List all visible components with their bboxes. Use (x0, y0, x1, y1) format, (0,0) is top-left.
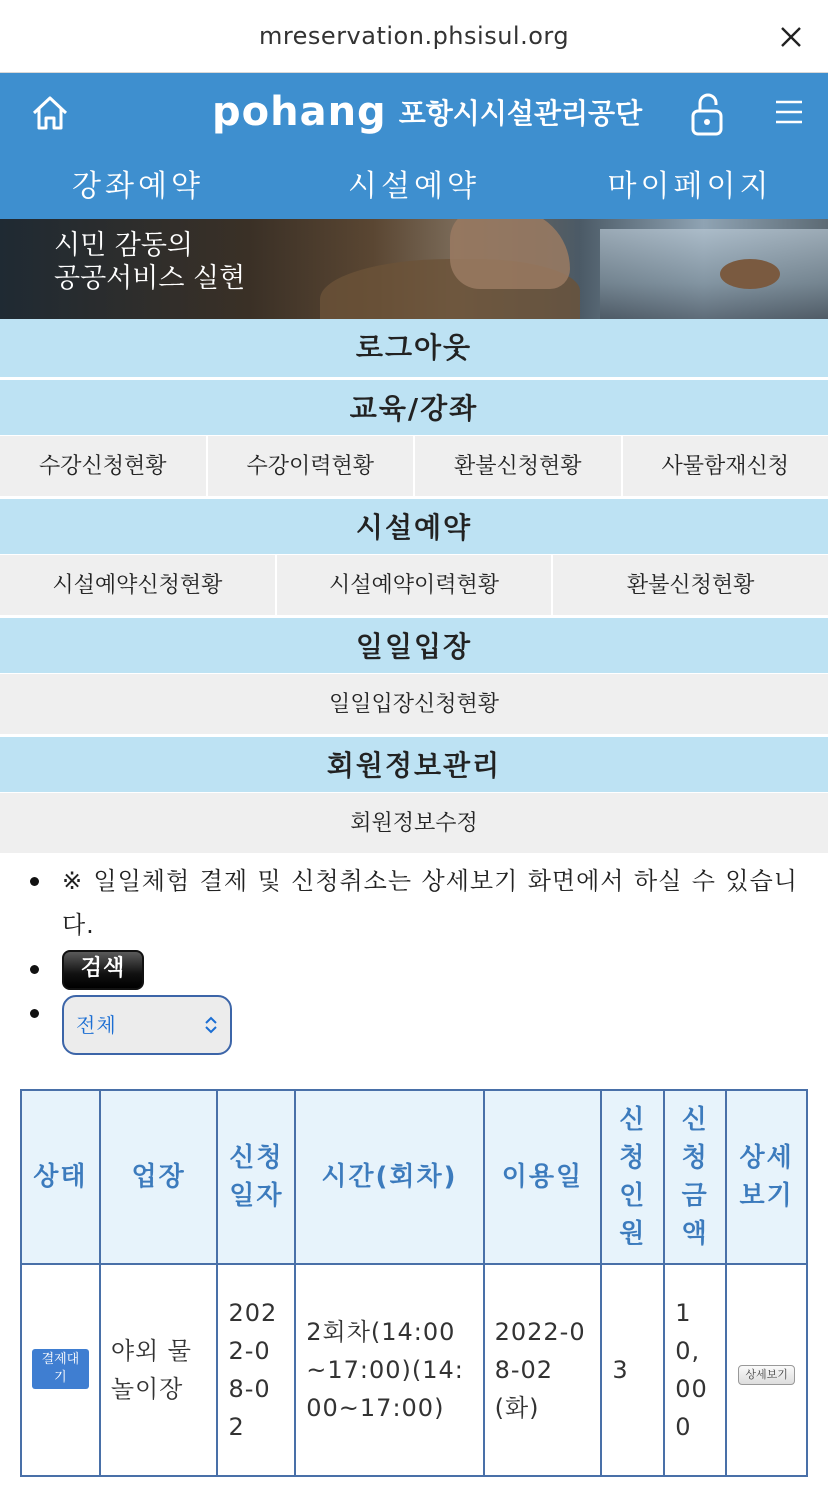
th-people: 신청인원 (601, 1090, 664, 1264)
status-filter-select[interactable] (62, 995, 232, 1055)
link-daily-apply-status[interactable]: 일일입장신청현황 (328, 692, 500, 717)
cell-use-date: 2022-08-02(화) (484, 1264, 602, 1476)
reservation-table (20, 1089, 808, 1477)
tagline-line1: 시민 감동의 (54, 230, 193, 261)
filter-item (30, 991, 798, 1055)
cell-apply-date: 2022-08-02 (217, 1264, 295, 1476)
site-logo[interactable] (212, 89, 642, 135)
link-locker-reapply[interactable]: 사물함재신청 (621, 436, 828, 496)
cell-venue: 야외 물놀이장 (100, 1264, 218, 1476)
header-topbar (0, 73, 828, 155)
cell-time: 2회차(14:00~17:00)(14:00~17:00) (295, 1264, 483, 1476)
nav-mypage[interactable]: 마이페이지 (607, 169, 773, 204)
link-facility-history[interactable]: 시설예약이력현황 (275, 555, 552, 615)
tagline-line2: 공공서비스 실현 (54, 263, 246, 294)
link-facility-refund-status[interactable]: 환불신청현황 (551, 555, 828, 615)
link-facility-apply-status[interactable]: 시설예약신청현황 (52, 573, 223, 598)
cell-people: 3 (601, 1264, 664, 1476)
banner-shoe (450, 219, 570, 289)
nav-course-reservation[interactable]: 강좌예약 (72, 169, 204, 204)
table-row (21, 1264, 807, 1476)
section-member-title: 회원정보관리 (0, 734, 828, 792)
browser-url-bar[interactable] (0, 0, 828, 73)
cell-detail (726, 1264, 807, 1476)
member-links (0, 792, 828, 853)
hero-banner (0, 219, 828, 319)
cell-status (21, 1264, 100, 1476)
th-time: 시간(회차) (295, 1090, 483, 1264)
section-facility-title: 시설예약 (0, 496, 828, 554)
th-venue: 업장 (100, 1090, 218, 1264)
table-header-row (21, 1090, 807, 1264)
link-course-apply-status[interactable]: 수강신청현황 (38, 454, 167, 479)
th-use-date: 이용일 (484, 1090, 602, 1264)
status-badge: 결제대기 (32, 1349, 89, 1389)
nav-facility-reservation[interactable]: 시설예약 (348, 169, 480, 204)
section-education-title: 교육/강좌 (0, 377, 828, 435)
link-course-refund-status[interactable]: 환불신청현황 (413, 436, 621, 496)
notes-list (0, 853, 828, 1055)
logout-button[interactable]: 로그아웃 (0, 319, 828, 377)
section-daily-title: 일일입장 (0, 615, 828, 673)
status-filter-value: 전체 (76, 1013, 117, 1037)
updown-chevron-icon (204, 1015, 218, 1035)
th-detail: 상세보기 (726, 1090, 807, 1264)
logo-wordmark: pohang (212, 89, 387, 135)
org-name: 포항시시설관리공단 (398, 97, 643, 130)
close-icon[interactable] (780, 26, 802, 48)
link-member-edit[interactable]: 회원정보수정 (350, 811, 478, 836)
hamburger-menu-icon[interactable] (774, 99, 804, 125)
search-item (30, 947, 798, 991)
site-header (0, 73, 828, 219)
daily-links (0, 673, 828, 734)
banner-tagline (54, 229, 245, 295)
main-nav (0, 155, 828, 219)
th-amount: 신청금액 (664, 1090, 726, 1264)
url-text[interactable]: mreservation.phsisul.org (258, 22, 570, 50)
link-course-history[interactable]: 수강이력현황 (206, 436, 414, 496)
cell-amount: 10,000 (664, 1264, 726, 1476)
banner-rock-small (720, 259, 780, 289)
home-icon[interactable] (30, 93, 70, 133)
detail-button[interactable]: 상세보기 (738, 1365, 795, 1385)
banner-water (600, 229, 828, 319)
unlock-icon[interactable] (690, 91, 724, 137)
education-links (0, 435, 828, 496)
th-apply-date: 신청일자 (217, 1090, 295, 1264)
notice-text: ※ 일일체험 결제 및 신청취소는 상세보기 화면에서 하실 수 있습니다. (30, 859, 798, 947)
th-status: 상태 (21, 1090, 100, 1264)
search-button[interactable]: 검색 (62, 950, 144, 990)
facility-links (0, 554, 828, 615)
